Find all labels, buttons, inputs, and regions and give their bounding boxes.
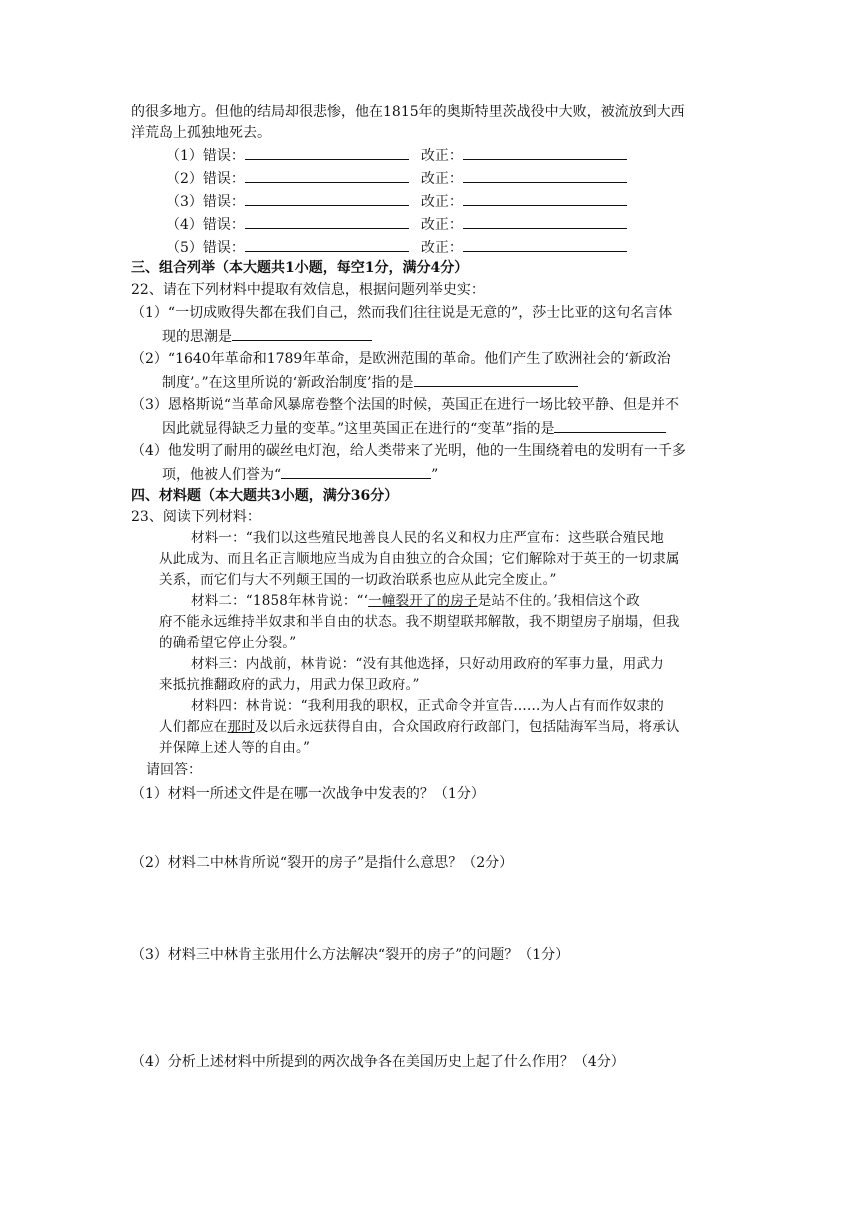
correction-num: （1）: [166, 148, 203, 164]
fix-label: 改正：: [420, 217, 463, 233]
error-label: 错误：: [202, 148, 245, 164]
subquestion-4: （4）分析上述材料中所提到的两次战争各在美国历史上起了什么作用？（4分）: [131, 1054, 625, 1070]
q22-item-4-line-2: [162, 463, 438, 486]
material-1-line-3: 关系，而它们与大不列颠王国的一切政治联系也应从此完全废止。”: [159, 572, 557, 588]
error-label: 错误：: [202, 217, 245, 233]
material-1-line-1: 材料一：“我们以这些殖民地善良人民的名义和权力庄严宣布：这些联合殖民地: [191, 530, 664, 546]
correction-row-4: [166, 213, 627, 236]
fix-label: 改正：: [420, 148, 463, 164]
answer-blank-1[interactable]: [232, 325, 372, 341]
answer-blank-2[interactable]: [414, 371, 578, 387]
q22-item-1-text: 现的思潮是: [162, 329, 232, 345]
subquestion-3: （3）材料三中林肯主张用什么方法解决“裂开的房子”的问题？（1分）: [131, 947, 570, 963]
fix-blank[interactable]: [463, 167, 627, 183]
material-3-line-1: 材料三：内战前，林肯说：“没有其他选择，只好动用政府的军事力量，用武力: [191, 656, 664, 672]
material-4-underlined: 那时: [227, 719, 255, 735]
error-blank[interactable]: [245, 190, 409, 206]
q22-item-2-text: 制度’。”在这里所说的‘新政治制度’指的是: [162, 375, 414, 391]
error-blank[interactable]: [245, 167, 409, 183]
error-label: 错误：: [202, 240, 245, 256]
error-blank[interactable]: [245, 144, 409, 160]
question-22-stem: 22、请在下列材料中提取有效信息，根据问题列举史实：: [131, 282, 485, 298]
material-2-line-1: [191, 590, 640, 612]
material-3-line-2: 来抵抗推翻政府的武力，用武力保卫政府。”: [159, 677, 420, 693]
q22-item-4-close-quote: ”: [431, 467, 439, 483]
correction-num: （4）: [166, 217, 203, 233]
correction-num: （5）: [166, 240, 203, 256]
material-2-suffix: 是站不住的。’我相信这个政: [477, 593, 640, 609]
material-2-line-3: 的确希望它停止分裂。”: [159, 635, 297, 651]
subquestion-1: （1）材料一所述文件是在哪一次战争中发表的？（1分）: [131, 786, 485, 802]
correction-row-3: [166, 190, 627, 213]
error-blank[interactable]: [245, 236, 409, 252]
q22-item-3-line-2: [162, 417, 666, 440]
material-4-line-1: 材料四：林肯说：“我利用我的职权，正式命令并宣告……为人占有而作奴隶的: [191, 698, 664, 714]
fix-blank[interactable]: [463, 190, 627, 206]
q22-item-2-line-1: （2）“1640年革命和1789年革命，是欧洲范围的革命。他们产生了欧洲社会的‘新政治: [131, 351, 671, 367]
correction-row-2: [166, 167, 627, 190]
correction-row-5: [166, 236, 627, 259]
fix-label: 改正：: [420, 194, 463, 210]
material-4-prefix: 人们都应在: [159, 719, 228, 735]
intro-line-2: 洋荒岛上孤独地死去。: [131, 125, 271, 141]
material-4-line-2: [159, 716, 680, 738]
correction-row-1: [166, 144, 627, 167]
fix-label: 改正：: [420, 240, 463, 256]
material-4-line-3: 并保障上述人等的自由。”: [159, 740, 311, 756]
material-2-line-2: 府不能永远维持半奴隶和半自由的状态。我不期望联邦解散，我不期望房子崩塌，但我: [159, 614, 680, 630]
q22-item-1-line-2: [162, 325, 372, 348]
material-1-line-2: 从此成为、而且名正言顺地应当成为自由独立的合众国；它们解除对于英王的一切隶属: [159, 551, 680, 567]
fix-blank[interactable]: [463, 213, 627, 229]
material-2-prefix: 材料二：“1858年林肯说：“‘: [191, 593, 369, 609]
q22-item-4-line-1: （4）他发明了耐用的碳丝电灯泡，给人类带来了光明，他的一生围绕着电的发明有一千多: [131, 443, 686, 459]
answer-prompt: 请回答：: [146, 762, 202, 778]
section-3-title: 三、组合列举（本大题共1小题，每空1分，满分4分）: [131, 260, 469, 276]
error-label: 错误：: [202, 194, 245, 210]
q22-item-4-text: 项，他被人们誉为“: [162, 467, 282, 483]
subquestion-2: （2）材料二中林肯所说“裂开的房子”是指什么意思？（2分）: [131, 855, 514, 871]
question-23-stem: 23、阅读下列材料：: [131, 509, 261, 525]
q22-item-2-line-2: [162, 371, 578, 394]
q22-item-3-text: 因此就显得缺乏力量的变革。”这里英国正在进行的“变革”指的是: [162, 421, 555, 437]
error-blank[interactable]: [245, 213, 409, 229]
answer-blank-4[interactable]: [281, 463, 431, 479]
intro-line-1: 的很多地方。但他的结局却很悲惨，他在1815年的奥斯特里茨战役中大败，被流放到大西: [131, 104, 685, 120]
section-4-title: 四、材料题（本大题共3小题，满分36分）: [131, 488, 399, 504]
correction-num: （3）: [166, 194, 203, 210]
q22-item-3-line-1: （3）恩格斯说“当革命风暴席卷整个法国的时候，英国正在进行一场比较平静、但是并不: [131, 397, 680, 413]
fix-blank[interactable]: [463, 236, 627, 252]
correction-num: （2）: [166, 171, 203, 187]
material-2-underlined: 一幢裂开了的房子: [368, 593, 478, 609]
error-label: 错误：: [202, 171, 245, 187]
fix-blank[interactable]: [463, 144, 627, 160]
q22-item-1-line-1: （1）“一切成败得失都在我们自己，然而我们往往说是无意的”，莎士比亚的这句名言体: [131, 305, 673, 321]
answer-blank-3[interactable]: [554, 417, 666, 433]
material-4-suffix: 及以后永远获得自由，合众国政府行政部门，包括陆海军当局，将承认: [254, 719, 680, 735]
fix-label: 改正：: [420, 171, 463, 187]
